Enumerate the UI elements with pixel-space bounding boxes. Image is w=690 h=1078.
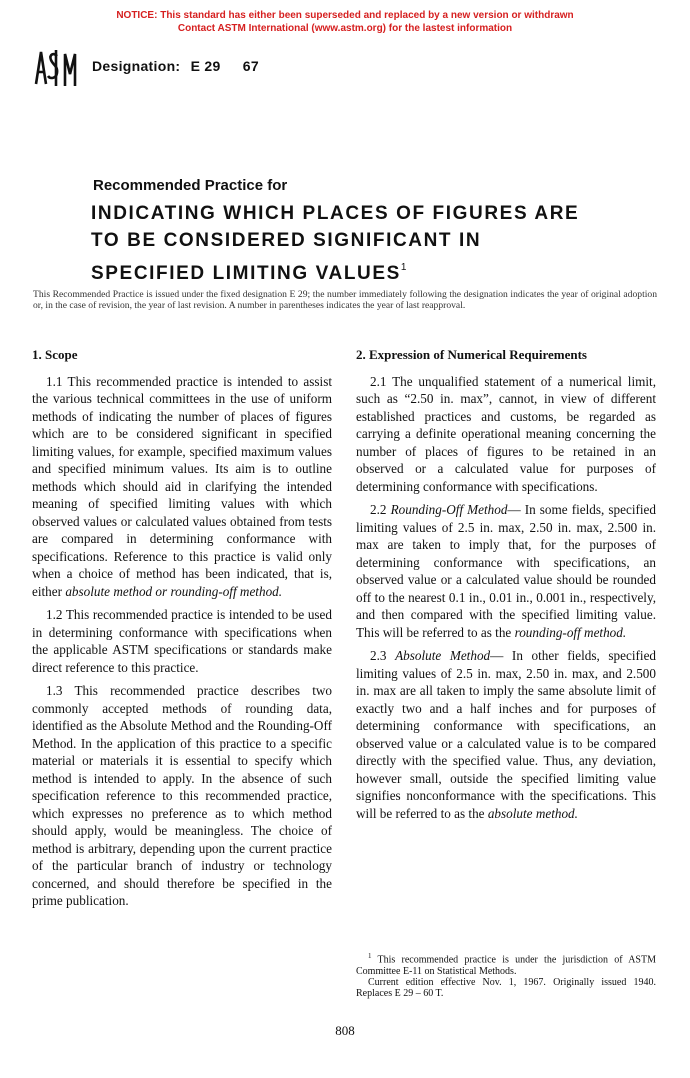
rounding-off-method-term: Rounding-Off Method [390, 502, 508, 517]
section-heading-scope: 1. Scope [32, 347, 78, 362]
paragraph-2-3: 2.3 Absolute Method— In other fields, specified limiting values of 2.5 in. max, 2.50 in. max, and 2.500 in. max are all taken to imply the same absolute limit of exactly two and a half inches and for purposes of determining conformance with specifications, an observed value or a calculated value is to be compared directly with the specified value. Thus, any deviation, however small, outside the specified limiting value signifies nonconformance with the specifications. This will be referred to as the absolute method. [356, 648, 657, 821]
title-line-3: SPECIFIED LIMITING VALUES$^1$ [91, 262, 407, 284]
designation-year: 67 [242, 58, 259, 74]
rounding-off-method-ref: rounding-off method. [514, 624, 627, 640]
title-line-2: TO BE CONSIDERED SIGNIFICANT IN [91, 230, 482, 251]
supersede-notice [0, 9, 690, 35]
section-heading-numerical: 2. Expression of Numerical Requirements [356, 347, 587, 362]
absolute-method-term: Absolute Method [395, 648, 491, 663]
footnote-line-2: Current edition effective Nov. 1, 1967. Originally issued 1940. Replaces E 29 – 60 T. [356, 976, 656, 999]
title-line-1: INDICATING WHICH PLACES OF FIGURES ARE [91, 203, 580, 224]
designation-number: E 29 [190, 58, 221, 74]
astm-logo [30, 46, 82, 88]
paragraph-1-1: 1.1 This recommended practice is intended to assist the various technical committees in the use of uniform methods of indicating the number of places of figures which are to be considered significant in specified limiting values, for example, specified maximum values and specified minimum values. Its aim is to outline methods which should aid in clarifying the intended meaning of specified limiting values with which observed values or calculated values obtained from tests are compared in determining conformance with specifications. Reference to this practice is valid only when a choice of method has been indicated, that is, either absolute method or rounding-off method. [32, 373, 332, 599]
right-column [356, 346, 656, 828]
designation-label: Designation: [92, 58, 181, 74]
paragraph-2-1: 2.1 The unqualified statement of a numerical limit, such as “2.50 in. max”, cannot, in view of different established practices and customs, be regarded as carrying a definite operational meaning concerning the number of places of figures to be retained in an observed or a calculated value for purposes of determining conformance with specifications. [356, 373, 656, 494]
page-number: 808 [335, 1023, 355, 1038]
paragraph-1-3: 1.3 This recommended practice describes two commonly accepted methods of rounding data, identified as the Absolute Method and the Rounding-Off Method. In the application of this practice to a specific material or materials it is essential to specify which method is intended to apply. In the absence of such specification reference to this recommended practice, which expresses no preference as to which method should apply, would be meaningless. The choice of method is arbitrary, depending upon the current practice of the particular branch of industry or technology concerned, and should therefore be specified in the prime publication. [32, 683, 332, 908]
absolute-method-ref: absolute method. [487, 805, 578, 821]
logo-text: ASTM [56, 87, 59, 88]
issued-note: This Recommended Practice is issued under the fixed designation E 29; the number immediately following the designation indicates the year of original adoption or, in the case of revision, the year of last revision. A number in parentheses indicates the year of last reapproval. [33, 289, 657, 311]
document-type-label: Recommended Practice for [93, 177, 288, 194]
footnote-line-1: $^1$ This recommended practice is under the jurisdiction of ASTM Committee E-11 on Statistical Methods. [356, 952, 656, 977]
title-footnote-mark: 1 [400, 262, 407, 273]
footnote [356, 951, 656, 999]
notice-line-1: NOTICE: This standard has either been superseded and replaced by a new version or withdrawn [116, 10, 574, 21]
paragraph-1-2: 1.2 This recommended practice is intended to be used in determining conformance with specifications when the applicable ASTM specifications or standards make direct reference to this practice. [32, 607, 332, 675]
designation [92, 58, 259, 74]
footnote-mark: 1 [368, 952, 372, 960]
paragraph-2-2: 2.2 Rounding-Off Method— In some fields, specified limiting values of 2.5 in. max, 2.50 in. max, 2.500 in. max are taken to imply that, for the purposes of determining conformance with specifications, an observed value or a calculated value should be rounded off to the nearest 0.1 in., 0.01 in., 0.001 in., respectively, and then compared with the specified limiting value. This will be referred to as the rounding-off method. [356, 502, 656, 640]
document-title [91, 200, 651, 287]
left-column [32, 346, 332, 916]
paragraph-1-1-methods: absolute method or rounding-off method. [65, 583, 283, 599]
notice-line-2: Contact ASTM International (www.astm.org) for the lastest information [177, 23, 513, 34]
